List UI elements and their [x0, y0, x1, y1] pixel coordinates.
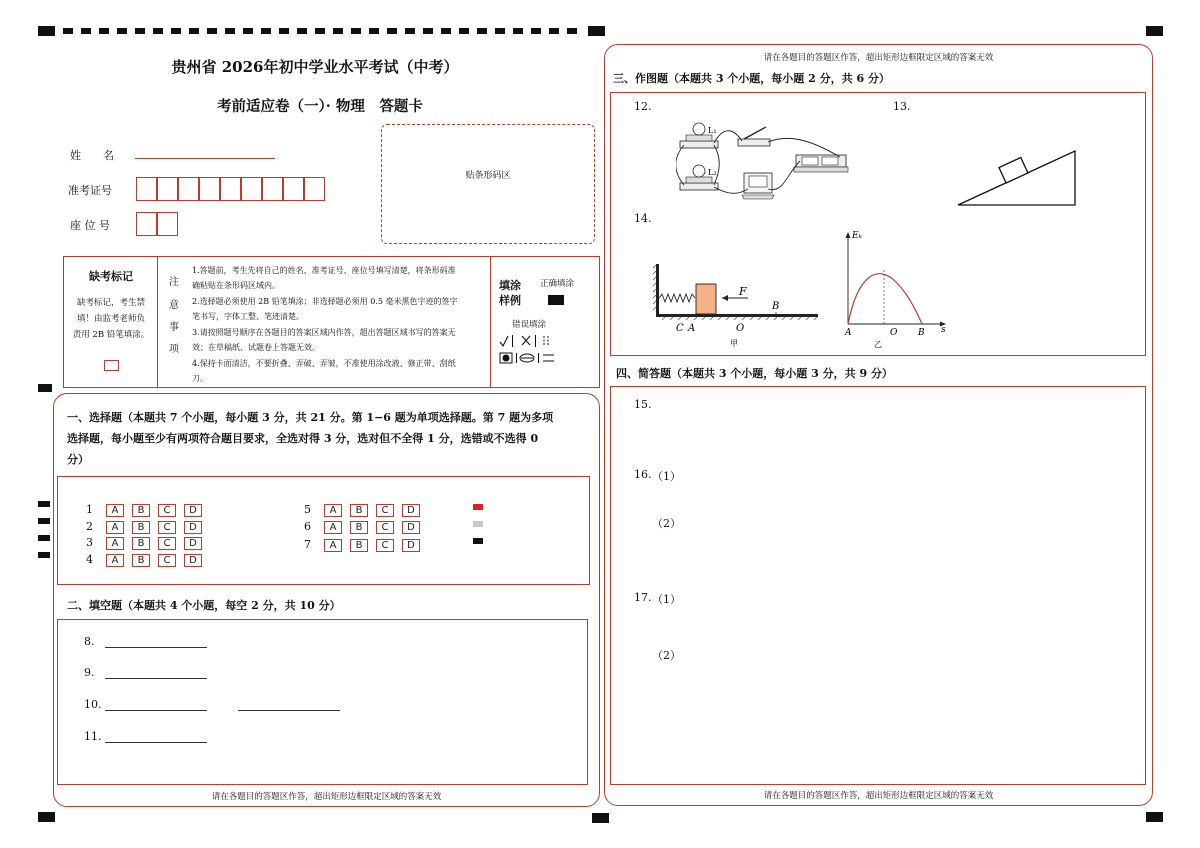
section2-title: 二、填空题（本题共 4 个小题，每空 2 分，共 10 分） — [67, 599, 341, 612]
option-a-bubble[interactable]: A — [106, 537, 124, 550]
blank-10a-field[interactable] — [105, 710, 207, 711]
option-d-bubble[interactable]: D — [184, 537, 202, 550]
option-c-bubble[interactable]: C — [376, 521, 394, 534]
option-d-bubble[interactable]: D — [184, 521, 202, 534]
short-answer-box[interactable] — [610, 386, 1146, 785]
absent-text-2: 填！由监考老师负 — [76, 314, 145, 324]
absent-text-3: 责用 2B 铅笔填涂。 — [72, 330, 150, 340]
option-a-bubble[interactable]: A — [106, 504, 124, 517]
option-c-bubble[interactable]: C — [158, 537, 176, 550]
q17-part2-label: （2） — [652, 649, 681, 662]
notice-side-label-4: 项 — [169, 344, 179, 355]
option-d-bubble[interactable]: D — [402, 539, 420, 552]
q16-part1-label: （1） — [652, 470, 681, 483]
incline-diagram — [955, 145, 1080, 210]
notice-line: 效；在草稿纸、试题卷上答题无效。 — [192, 343, 320, 352]
color-marker-red — [473, 504, 483, 510]
right-top-note: 请在各题目的答题区作答，超出矩形边框限定区域的答案无效 — [763, 53, 994, 63]
fill-sample-label-1: 填涂 — [499, 279, 521, 292]
choice-question-5: 5 A B C D — [304, 498, 428, 517]
q12-label: 12. — [634, 100, 652, 113]
name-field[interactable] — [135, 158, 275, 159]
absent-text-1: 缺考标记，考生禁 — [76, 298, 145, 308]
wrong-fill-label: 错误填涂 — [512, 320, 547, 330]
q17-label: 17. — [634, 591, 652, 604]
option-d-bubble[interactable]: D — [402, 521, 420, 534]
option-c-bubble[interactable]: C — [376, 539, 394, 552]
graph-s-label: s — [941, 325, 946, 335]
option-c-bubble[interactable]: C — [158, 521, 176, 534]
choice-question-4: 4 A B C D — [86, 548, 210, 567]
blank-item-8-label: 8. — [84, 635, 95, 648]
exam-id-field[interactable] — [136, 177, 336, 201]
notice-side-label-1: 注 — [169, 277, 179, 288]
correct-fill-label: 正确填涂 — [540, 279, 575, 289]
color-marker-gray — [473, 521, 483, 527]
name-label: 姓 名 — [70, 149, 114, 162]
fill-blank-box — [57, 619, 588, 785]
notice-side-label-3: 事 — [169, 322, 179, 333]
blank-item-9-label: 9. — [84, 666, 95, 679]
section4-title: 四、简答题（本题共 3 个小题，每小题 3 分，共 9 分） — [616, 367, 893, 380]
option-b-bubble[interactable]: B — [350, 539, 368, 552]
option-c-bubble[interactable]: C — [158, 554, 176, 567]
option-c-bubble[interactable]: C — [376, 504, 394, 517]
graph-o-label: O — [890, 328, 898, 338]
option-a-bubble[interactable]: A — [324, 539, 342, 552]
q16-part2-label: （2） — [652, 517, 681, 530]
choice-question-3: 3 A B C D — [86, 531, 210, 550]
q16-label: 16. — [634, 468, 652, 481]
force-f-label: F — [739, 285, 747, 298]
absent-title: 缺考标记 — [89, 270, 133, 283]
blank-9-field[interactable] — [105, 678, 207, 679]
energy-graph — [838, 226, 953, 350]
q14-label: 14. — [634, 212, 652, 225]
option-d-bubble[interactable]: D — [184, 504, 202, 517]
option-a-bubble[interactable]: A — [106, 554, 124, 567]
notice-line: 确粘贴在条形码区域内。 — [192, 281, 280, 290]
graph-a-label: A — [845, 328, 852, 338]
figure-yi-label: 乙 — [874, 340, 882, 349]
notice-line: 刀。 — [192, 374, 208, 383]
choice-question-1: 1 A B C D — [86, 498, 210, 517]
fill-sample-label-2: 样例 — [499, 294, 521, 307]
option-b-bubble[interactable]: B — [350, 504, 368, 517]
option-b-bubble[interactable]: B — [350, 521, 368, 534]
graph-ek-label: Eₖ — [852, 231, 862, 241]
barcode-label: 贴条形码区 — [465, 171, 511, 181]
choice-question-7: 7 A B C D — [304, 533, 428, 552]
exam-title: 贵州省 2026年初中学业水平考试（中考） — [171, 58, 459, 76]
wrong-fill-samples — [498, 333, 564, 367]
bulb-l1-label: L₁ — [708, 126, 717, 135]
option-b-bubble[interactable]: B — [132, 521, 150, 534]
choice-question-6: 6 A B C D — [304, 515, 428, 534]
notice-divider-2 — [490, 256, 491, 387]
blank-8-field[interactable] — [105, 647, 207, 648]
bulb-l2-label: L₂ — [708, 168, 717, 177]
section1-title-line: 一、选择题（本题共 7 个小题，每小题 3 分，共 21 分。第 1−6 题为单项选择题。第 7 题为多项 — [67, 411, 554, 424]
q17-part1-label: （1） — [652, 593, 681, 606]
seat-field[interactable] — [136, 212, 180, 236]
correct-fill-sample — [548, 295, 564, 305]
choice-question-2: 2 A B C D — [86, 515, 210, 534]
right-footer-note: 请在各题目的答题区作答，超出矩形边框限定区域的答案无效 — [763, 791, 994, 801]
option-a-bubble[interactable]: A — [324, 504, 342, 517]
point-o-label: O — [736, 323, 745, 334]
q13-label: 13. — [893, 100, 911, 113]
option-d-bubble[interactable]: D — [184, 554, 202, 567]
point-a-label: A — [688, 323, 696, 334]
option-b-bubble[interactable]: B — [132, 554, 150, 567]
color-marker-black — [473, 538, 483, 544]
option-c-bubble[interactable]: C — [158, 504, 176, 517]
point-b-label: B — [772, 301, 780, 312]
option-d-bubble[interactable]: D — [402, 504, 420, 517]
absent-mark-box[interactable] — [104, 360, 119, 371]
circuit-diagram — [676, 115, 856, 205]
exam-subtitle: 考前适应卷（一）· 物理 答题卡 — [217, 98, 423, 115]
notice-line: 2.选择题必须使用 2B 铅笔填涂；非选择题必须用 0.5 毫米黑色字迹的签字 — [192, 297, 458, 306]
blank-item-11-label: 11. — [84, 730, 102, 743]
section1-title-line: 选择题，每小题至少有两项符合题目要求，全选对得 3 分，选对但不全得 1 分，选错或不选得 0 — [67, 432, 539, 445]
exam-id-label: 准考证号 — [68, 184, 112, 197]
figure-jia-label: 甲 — [730, 339, 738, 348]
q15-label: 15. — [634, 398, 652, 411]
blank-10b-field[interactable] — [238, 710, 340, 711]
notice-line: 笔书写，字体工整、笔迹清楚。 — [192, 312, 304, 321]
option-a-bubble[interactable]: A — [324, 521, 342, 534]
barcode-area — [381, 124, 595, 244]
point-c-label: C — [676, 323, 684, 334]
blank-11-field[interactable] — [105, 742, 207, 743]
blank-item-10-label: 10. — [84, 698, 102, 711]
notice-line: 4.保持卡面清洁，不要折叠、弄破、弄皱，不准使用涂改液、修正带、刮纸 — [192, 359, 456, 368]
section3-title: 三、作图题（本题共 3 个小题，每小题 2 分，共 6 分） — [613, 72, 890, 85]
notice-line: 1.答题前，考生先将自己的姓名、准考证号、座位号填写清楚，将条形码准 — [192, 266, 456, 275]
seat-label: 座 位 号 — [70, 219, 110, 232]
notice-line: 3.请按照题号顺序在各题目的答案区域内作答，超出答题区域书写的答案无 — [192, 328, 456, 337]
option-b-bubble[interactable]: B — [132, 537, 150, 550]
notice-side-label-2: 意 — [169, 300, 179, 311]
option-a-bubble[interactable]: A — [106, 521, 124, 534]
graph-b-label: B — [918, 328, 925, 338]
option-b-bubble[interactable]: B — [132, 504, 150, 517]
spring-block-diagram — [650, 258, 825, 353]
left-footer-note: 请在各题目的答题区作答，超出矩形边框限定区域的答案无效 — [211, 792, 442, 802]
section1-title-line: 分） — [67, 453, 89, 466]
